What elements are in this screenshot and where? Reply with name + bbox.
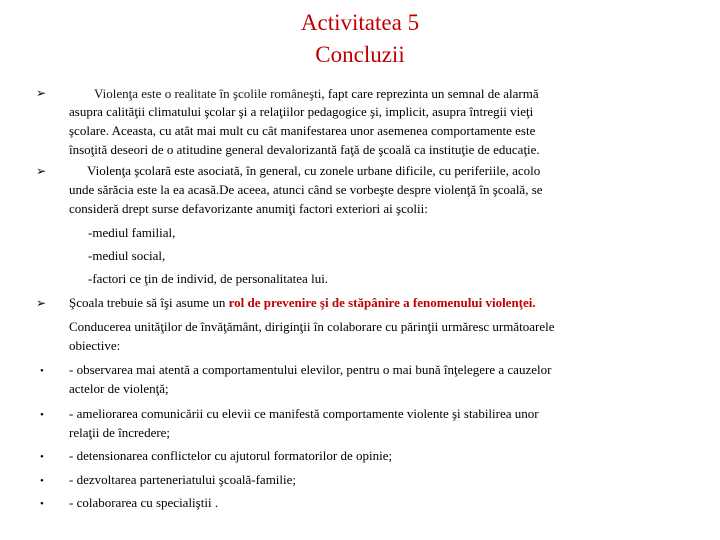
arrow-bullet-icon: ➢ [36, 86, 47, 100]
objective-item-line: - observarea mai atentă a comportamentului elevilor, pentru o mai bună înţelegere a cauzelor [69, 362, 552, 377]
paragraph-1-line-3: şcolare. Aceasta, cu atât mai mult cu cât manifestarea unor asemenea comportamente este [69, 123, 536, 138]
paragraph-3-line-3: obiective: [69, 338, 121, 353]
paragraph-3-line-1: Şcoala trebuie să îşi asume un rol de prevenire şi de stăpânire a fenomenului violenţei. [69, 295, 536, 310]
factor-item: -mediul familial, [88, 225, 176, 240]
slide-subtitle: Concluzii [315, 42, 405, 67]
dot-bullet-icon: • [40, 475, 44, 487]
school-keyword: Şcoala [69, 295, 104, 310]
paragraph-2-line-1: Violenţa şcolară este asociată, în general, cu zonele urbane dificile, cu periferiile, acolo [87, 163, 541, 178]
violence-reality-link[interactable]: Violenţa este o realitate în şcolile româneşti [94, 86, 322, 101]
dot-bullet-icon: • [40, 365, 44, 377]
objective-item-line: - ameliorarea comunicării cu elevii ce manifestă comportamente violente şi stabilirea unor [69, 406, 539, 421]
arrow-bullet-icon: ➢ [36, 296, 47, 310]
factor-item: -mediul social, [88, 248, 166, 263]
objective-item-line: relaţii de încredere; [69, 425, 171, 440]
dot-bullet-icon: • [40, 451, 44, 463]
paragraph-1-line-4: însoţită deseori de o atitudine general devalorizantă faţă de şcoală ca instituţie de educaţie. [69, 142, 540, 157]
dot-bullet-icon: • [40, 409, 44, 421]
prevention-role-link[interactable]: rol de prevenire şi de stăpânire a fenomenului violenţei. [228, 295, 536, 310]
objective-item-line: - colaborarea cu specialiştii . [69, 495, 219, 510]
objective-item-line: - dezvoltarea parteneriatului şcoală-familie; [69, 472, 297, 487]
dot-bullet-icon: • [40, 498, 44, 510]
paragraph-1-line-2: asupra calităţii climatului şcolar şi a relaţiilor pedagogice şi, implicit, asupra întregii vieţi [69, 104, 534, 119]
paragraph-2-line-3: consideră drept surse defavorizante anumiţi factori exteriori ai şcolii: [69, 201, 428, 216]
factor-item: -factori ce ţin de individ, de personalitatea lui. [88, 271, 329, 286]
paragraph-3-line-2: Conducerea unităţilor de învăţământ, diriginţii în colaborare cu părinţii urmăresc următoarele [69, 319, 555, 334]
paragraph-2-line-2: unde sărăcia este la ea acasă.De aceea, atunci când se vorbeşte despre violenţă în şcoală, se [69, 182, 543, 197]
arrow-bullet-icon: ➢ [36, 164, 47, 178]
paragraph-1-line-1: Violenţa este o realitate în şcolile româneşti, fapt care reprezinta un semnal de alarmă [94, 86, 539, 101]
objective-item-line: actelor de violenţă; [69, 381, 169, 396]
objective-item-line: - detensionarea conflictelor cu ajutorul formatorilor de opinie; [69, 448, 393, 463]
slide-title: Activitatea 5 [300, 10, 420, 35]
